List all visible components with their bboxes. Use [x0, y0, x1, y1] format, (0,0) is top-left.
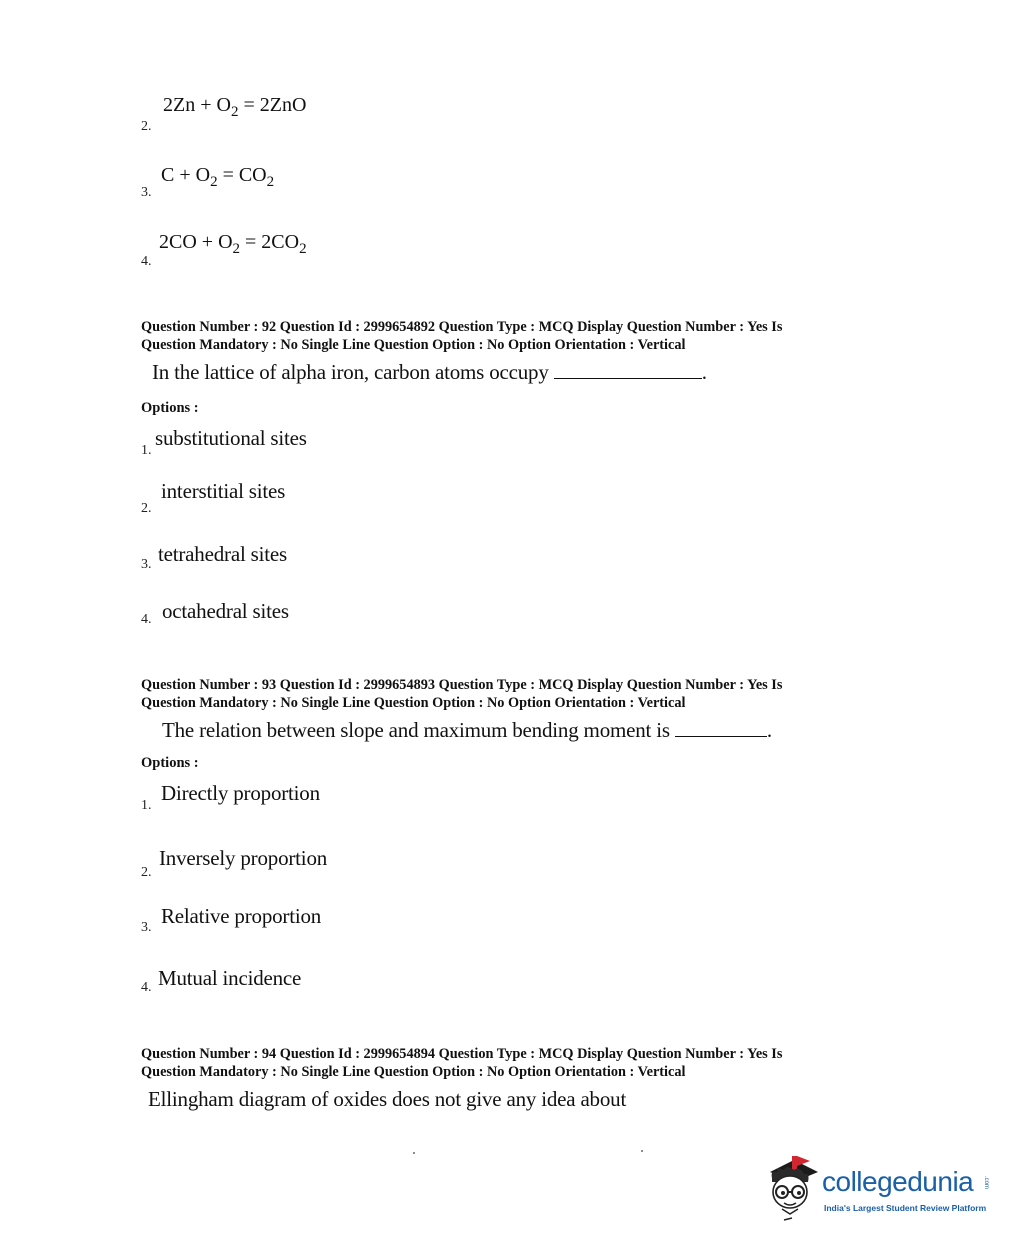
question-meta-line: Question Mandatory : No Single Line Question Option : No Option Orientation : Vertical: [141, 1064, 686, 1080]
question-text-content: The relation between slope and maximum bending moment is: [162, 718, 670, 742]
scan-speck: [413, 1152, 415, 1154]
option-number: 4.: [141, 612, 152, 627]
equation-lhs: 2Zn + O: [163, 94, 231, 116]
equation-option-4: [159, 231, 307, 257]
option-number: 3.: [141, 185, 152, 200]
question-text: Ellingham diagram of oxides does not give any idea about: [148, 1087, 627, 1111]
equation-rhs: = 2ZnO: [238, 94, 307, 116]
option-number: 2.: [141, 865, 152, 880]
equation-option-3: [161, 164, 275, 190]
option-text: Mutual incidence: [158, 966, 302, 990]
brand-suffix: .com: [983, 1176, 989, 1190]
answer-blank: [675, 720, 767, 737]
question-text: [162, 718, 772, 743]
options-label: Options :: [141, 755, 199, 771]
equation-subscript: 2: [232, 241, 241, 257]
equation-option-2: [163, 94, 307, 120]
question-meta: [141, 676, 782, 712]
brand-tagline: India's Largest Student Review Platform: [824, 1203, 987, 1213]
options-label: Options :: [141, 400, 199, 416]
equation-subscript: 2: [230, 104, 239, 120]
option-text: Inversely proportion: [159, 846, 328, 870]
option-number: 4.: [141, 980, 152, 995]
brand-name: collegedunia: [822, 1166, 974, 1197]
question-meta-line: Question Mandatory : No Single Line Question Option : No Option Orientation : Vertical: [141, 695, 686, 711]
option-text: interstitial sites: [161, 479, 286, 503]
option-number: 3.: [141, 557, 152, 572]
question-text-content: In the lattice of alpha iron, carbon atoms occupy: [152, 360, 549, 384]
equation-rhs: = 2CO: [240, 231, 300, 253]
option-number: 2.: [141, 119, 152, 134]
option-number: 3.: [141, 920, 152, 935]
collegedunia-logo[interactable]: [764, 1152, 994, 1224]
equation-rhs: = CO: [217, 164, 267, 186]
scan-speck: [641, 1150, 643, 1152]
option-number: 1.: [141, 798, 152, 813]
equation-subscript: 2: [210, 174, 218, 190]
option-text: substitutional sites: [155, 426, 307, 450]
question-text-end: .: [766, 718, 772, 742]
option-number: 2.: [141, 501, 152, 516]
equation-subscript: 2: [299, 241, 307, 257]
question-meta-line: Question Number : 94 Question Id : 2999654894 Question Type : MCQ Display Question Number : Yes Is: [141, 1046, 783, 1062]
question-meta: [141, 318, 782, 354]
option-text: tetrahedral sites: [158, 542, 287, 566]
question-text: [152, 360, 707, 385]
question-meta: [141, 1045, 782, 1081]
question-meta-line: Question Number : 92 Question Id : 2999654892 Question Type : MCQ Display Question Number : Yes Is: [141, 319, 783, 335]
mascot-icon: [764, 1152, 822, 1224]
question-meta-line: Question Mandatory : No Single Line Question Option : No Option Orientation : Vertical: [141, 337, 686, 353]
option-number: 4.: [141, 254, 152, 269]
equation-lhs: C + O: [161, 164, 211, 186]
option-number: 1.: [141, 443, 152, 458]
option-text: Relative proportion: [161, 904, 322, 928]
answer-blank: [554, 362, 702, 379]
option-text: Directly proportion: [161, 781, 320, 805]
equation-subscript: 2: [266, 174, 275, 190]
option-text: octahedral sites: [162, 599, 289, 623]
equation-lhs: 2CO + O: [159, 231, 233, 253]
question-text-end: .: [701, 360, 707, 384]
question-meta-line: Question Number : 93 Question Id : 2999654893 Question Type : MCQ Display Question Number : Yes Is: [141, 677, 783, 693]
